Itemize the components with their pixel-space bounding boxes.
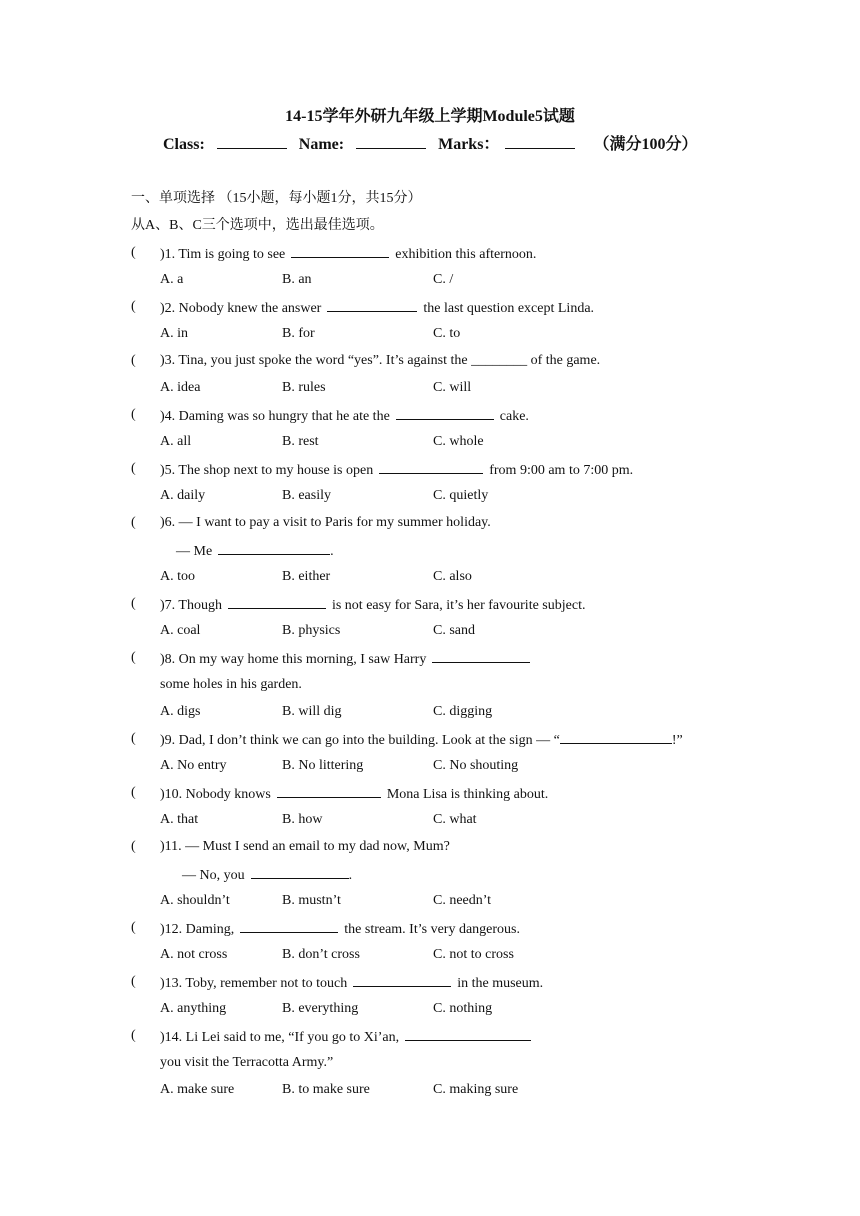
student-info-line xyxy=(163,134,697,156)
class-label: Class: xyxy=(163,136,205,153)
option-b: B. easily xyxy=(282,488,331,503)
full-score: （满分100分） xyxy=(593,136,698,153)
option-c: C. / xyxy=(433,272,454,287)
option-a: A. digs xyxy=(160,704,201,719)
question-blank xyxy=(228,594,326,609)
option-c: C. also xyxy=(433,569,472,584)
answer-paren[interactable]: ( xyxy=(131,515,136,530)
question-row xyxy=(0,648,860,675)
answer-paren[interactable]: ( xyxy=(131,839,136,854)
question-row xyxy=(0,783,860,810)
question-blank xyxy=(277,783,381,798)
question-text: )12. Daming, the stream. It’s very dangerous. xyxy=(160,918,520,940)
option-c: C. No shouting xyxy=(433,758,519,773)
question-row xyxy=(0,594,860,621)
option-c: C. sand xyxy=(433,623,475,638)
question-text: )8. On my way home this morning, I saw Harry xyxy=(160,648,536,670)
option-b: B. don’t cross xyxy=(282,947,360,962)
marks-blank[interactable] xyxy=(505,134,575,149)
question-row xyxy=(0,837,860,864)
answer-paren[interactable]: ( xyxy=(131,650,136,665)
answer-paren[interactable]: ( xyxy=(131,299,136,314)
question-row xyxy=(0,729,860,756)
question-continuation: — No, you . xyxy=(0,864,860,891)
option-c: C. needn’t xyxy=(433,893,492,908)
answer-paren[interactable]: ( xyxy=(131,1028,136,1043)
section-title: 一、单项选择 （15小题，每小题1分，共15分） xyxy=(131,191,422,206)
question-blank xyxy=(396,405,494,420)
section-instruction: 从A、B、C三个选项中，选出最佳选项。 xyxy=(131,218,384,233)
answer-paren[interactable]: ( xyxy=(131,731,136,746)
option-a: A. shouldn’t xyxy=(160,893,230,908)
options-row xyxy=(0,270,860,297)
answer-paren[interactable]: ( xyxy=(131,407,136,422)
question-text: )6. — I want to pay a visit to Paris for my summer holiday. xyxy=(160,515,491,530)
options-row xyxy=(0,810,860,837)
question-row xyxy=(0,351,860,378)
options-row xyxy=(0,621,860,648)
question-text: )9. Dad, I don’t think we can go into the building. Look at the sign — “ !” xyxy=(160,729,683,751)
option-b: B. an xyxy=(282,272,312,287)
options-row xyxy=(0,702,860,729)
option-a: A. in xyxy=(160,326,188,341)
question-blank xyxy=(291,243,389,258)
option-b: B. for xyxy=(282,326,315,341)
question-continuation: — Me . xyxy=(0,540,860,567)
options-row xyxy=(0,378,860,405)
question-blank xyxy=(560,729,672,744)
option-b: B. either xyxy=(282,569,331,584)
question-blank xyxy=(327,297,417,312)
question-blank xyxy=(240,918,338,933)
option-a: A. No entry xyxy=(160,758,227,773)
option-c: C. what xyxy=(433,812,477,827)
option-a: A. anything xyxy=(160,1001,227,1016)
question-text: )7. Though is not easy for Sara, it’s her favourite subject. xyxy=(160,594,585,616)
question-row xyxy=(0,1026,860,1053)
answer-paren[interactable]: ( xyxy=(131,596,136,611)
name-label: Name: xyxy=(298,136,345,153)
answer-paren[interactable]: ( xyxy=(131,920,136,935)
question-row xyxy=(0,513,860,540)
question-row xyxy=(0,972,860,999)
question-blank xyxy=(432,648,530,663)
option-a: A. a xyxy=(160,272,184,287)
option-a: A. all xyxy=(160,434,192,449)
option-a: A. not cross xyxy=(160,947,228,962)
option-a: A. make sure xyxy=(160,1082,235,1097)
option-c: C. not to cross xyxy=(433,947,514,962)
option-b: B. mustn’t xyxy=(282,893,341,908)
question-blank xyxy=(405,1026,531,1041)
question-text: )14. Li Lei said to me, “If you go to Xi’an, xyxy=(160,1026,537,1048)
question-text: )1. Tim is going to see exhibition this afternoon. xyxy=(160,243,536,265)
option-c: C. whole xyxy=(433,434,484,449)
question-text: )13. Toby, remember not to touch in the museum. xyxy=(160,972,543,994)
answer-paren[interactable]: ( xyxy=(131,461,136,476)
question-list xyxy=(0,243,860,1107)
option-c: C. making sure xyxy=(433,1082,519,1097)
question-text: )5. The shop next to my house is open from 9:00 am to 7:00 pm. xyxy=(160,459,633,481)
option-b: B. rules xyxy=(282,380,326,395)
options-row xyxy=(0,324,860,351)
option-b: B. to make sure xyxy=(282,1082,370,1097)
question-continuation: some holes in his garden. xyxy=(160,677,302,692)
answer-paren[interactable]: ( xyxy=(131,353,136,368)
option-a: A. idea xyxy=(160,380,201,395)
option-a: A. coal xyxy=(160,623,201,638)
option-c: C. will xyxy=(433,380,472,395)
option-b: B. physics xyxy=(282,623,341,638)
option-c: C. to xyxy=(433,326,461,341)
options-row xyxy=(0,891,860,918)
question-text: )2. Nobody knew the answer the last question except Linda. xyxy=(160,297,594,319)
question-row xyxy=(0,459,860,486)
question-row xyxy=(0,243,860,270)
question-text: )11. — Must I send an email to my dad now, Mum? xyxy=(160,839,450,854)
options-row xyxy=(0,432,860,459)
question-text: )4. Daming was so hungry that he ate the cake. xyxy=(160,405,529,427)
question-blank xyxy=(353,972,451,987)
option-b: B. No littering xyxy=(282,758,364,773)
option-b: B. rest xyxy=(282,434,319,449)
question-row xyxy=(0,918,860,945)
option-b: B. will dig xyxy=(282,704,342,719)
option-b: B. everything xyxy=(282,1001,359,1016)
marks-label: Marks： xyxy=(438,136,500,153)
options-row xyxy=(0,567,860,594)
question-blank xyxy=(251,864,349,879)
option-a: A. too xyxy=(160,569,195,584)
class-blank[interactable] xyxy=(217,134,287,149)
question-row xyxy=(0,405,860,432)
option-c: C. quietly xyxy=(433,488,489,503)
option-a: A. that xyxy=(160,812,199,827)
question-text: )10. Nobody knows Mona Lisa is thinking about. xyxy=(160,783,548,805)
exam-title: 14-15学年外研九年级上学期Module5试题 xyxy=(285,108,575,125)
question-continuation: you visit the Terracotta Army.” xyxy=(160,1055,334,1070)
options-row xyxy=(0,1080,860,1107)
options-row xyxy=(0,945,860,972)
answer-paren[interactable]: ( xyxy=(131,974,136,989)
options-row xyxy=(0,999,860,1026)
option-b: B. how xyxy=(282,812,323,827)
question-blank xyxy=(218,540,330,555)
option-a: A. daily xyxy=(160,488,206,503)
question-blank xyxy=(379,459,483,474)
name-blank[interactable] xyxy=(356,134,426,149)
answer-paren[interactable]: ( xyxy=(131,245,136,260)
question-row xyxy=(0,297,860,324)
answer-paren[interactable]: ( xyxy=(131,785,136,800)
option-c: C. digging xyxy=(433,704,493,719)
option-c: C. nothing xyxy=(433,1001,493,1016)
options-row xyxy=(0,756,860,783)
options-row xyxy=(0,486,860,513)
question-text: )3. Tina, you just spoke the word “yes”. It’s against the ________ of the game. xyxy=(160,353,601,368)
